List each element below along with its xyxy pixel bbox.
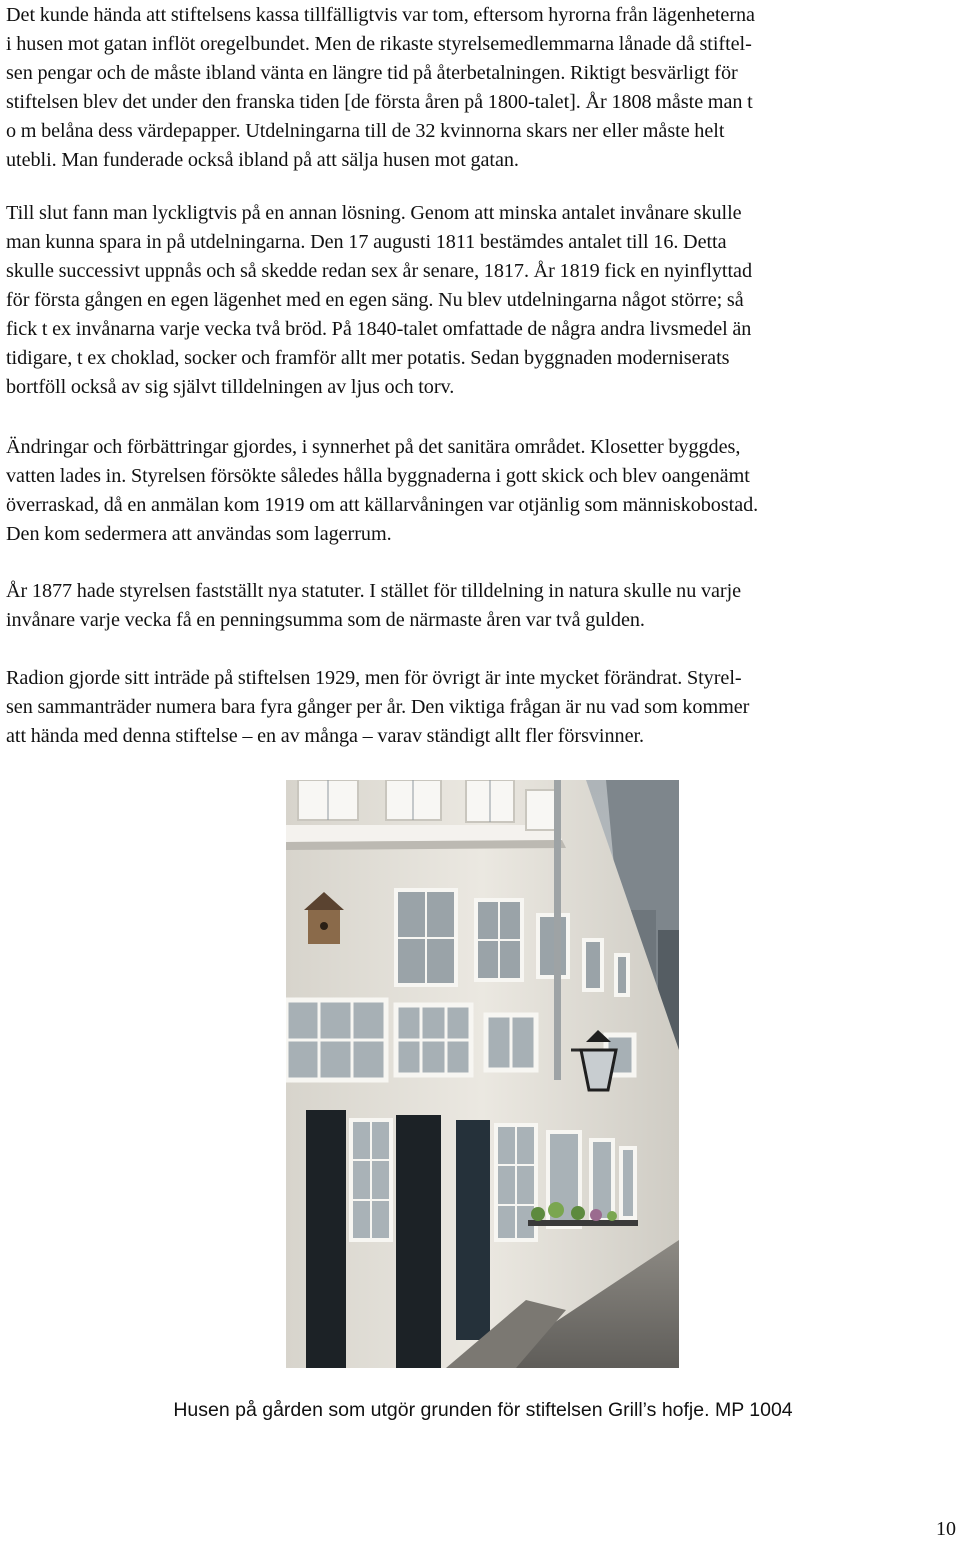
paragraph-4 xyxy=(6,577,956,635)
text-line: Den kom sedermera att användas som lagerrum. xyxy=(6,523,392,545)
text-line: Det kunde hända att stiftelsens kassa tillfälligtvis var tom, eftersom hyrorna från lägenheterna xyxy=(6,4,755,26)
text-line: man kunna spara in på utdelningarna. Den 17 augusti 1811 bestämdes antalet till 16. Detta xyxy=(6,231,727,253)
text-line: fick t ex invånarna varje vecka två bröd. På 1840-talet omfattade de några andra livsmedel än xyxy=(6,318,752,340)
text-line: invånare varje vecka få en penningsumma som de närmaste åren var två gulden. xyxy=(6,609,645,631)
paragraph-5 xyxy=(6,664,956,751)
text-line: sen sammanträder numera bara fyra gånger per år. Den viktiga frågan är nu vad som kommer xyxy=(6,696,750,718)
text-line: bortföll också av sig självt tilldelningen av ljus och torv. xyxy=(6,376,455,398)
page-number: 10 xyxy=(936,1518,956,1540)
text-line: Radion gjorde sitt inträde på stiftelsen 1929, men för övrigt är inte mycket förändrat. Styrel- xyxy=(6,667,742,689)
text-line: vatten lades in. Styrelsen försökte således hålla byggnaderna i gott skick och blev oangenämt xyxy=(6,465,750,487)
photo-caption: Husen på gården som utgör grunden för stiftelsen Grill’s hofje. MP 1004 xyxy=(173,1399,793,1421)
text-line: i husen mot gatan inflöt oregelbundet. Men de rikaste styrelsemedlemmarna lånade då stiftel- xyxy=(6,33,752,55)
text-line: o m belåna dess värdepapper. Utdelningarna till de 32 kvinnorna skars ner eller måste helt xyxy=(6,120,725,142)
text-line: År 1877 hade styrelsen fastställt nya statuter. I stället för tilldelning in natura skulle nu varje xyxy=(6,580,742,602)
text-line: överraskad, då en anmälan kom 1919 om att källarvåningen var otjänlig som människobostad. xyxy=(6,494,759,516)
text-line: tidigare, t ex choklad, socker och framför allt mer potatis. Sedan byggnaden moderniserats xyxy=(6,347,730,369)
text-line: Till slut fann man lyckligtvis på en annan lösning. Genom att minska antalet invånare skulle xyxy=(6,202,742,224)
text-line: sen pengar och de måste ibland vänta en längre tid på återbetalningen. Riktigt besvärligt för xyxy=(6,62,738,84)
paragraph-3 xyxy=(6,433,956,549)
paragraph-1 xyxy=(6,1,956,175)
text-line: för första gången en egen lägenhet med en egen säng. Nu blev utdelningarna något större; så xyxy=(6,289,744,311)
text-line: utebli. Man funderade också ibland på att sälja husen mot gatan. xyxy=(6,149,519,171)
text-line: att hända med denna stiftelse – en av många – varav ständigt allt fler försvinner. xyxy=(6,725,645,747)
text-line: skulle successivt uppnås och så skedde redan sex år senare, 1817. År 1819 fick en nyinflyttad xyxy=(6,260,752,282)
row-houses-photo xyxy=(286,780,679,1368)
paragraph-2 xyxy=(6,199,956,402)
text-line: stiftelsen blev det under den franska tiden [de första åren på 1800-talet]. År 1808 måste man t xyxy=(6,91,753,113)
text-line: Ändringar och förbättringar gjordes, i synnerhet på det sanitära området. Klosetter byggdes, xyxy=(6,436,741,458)
